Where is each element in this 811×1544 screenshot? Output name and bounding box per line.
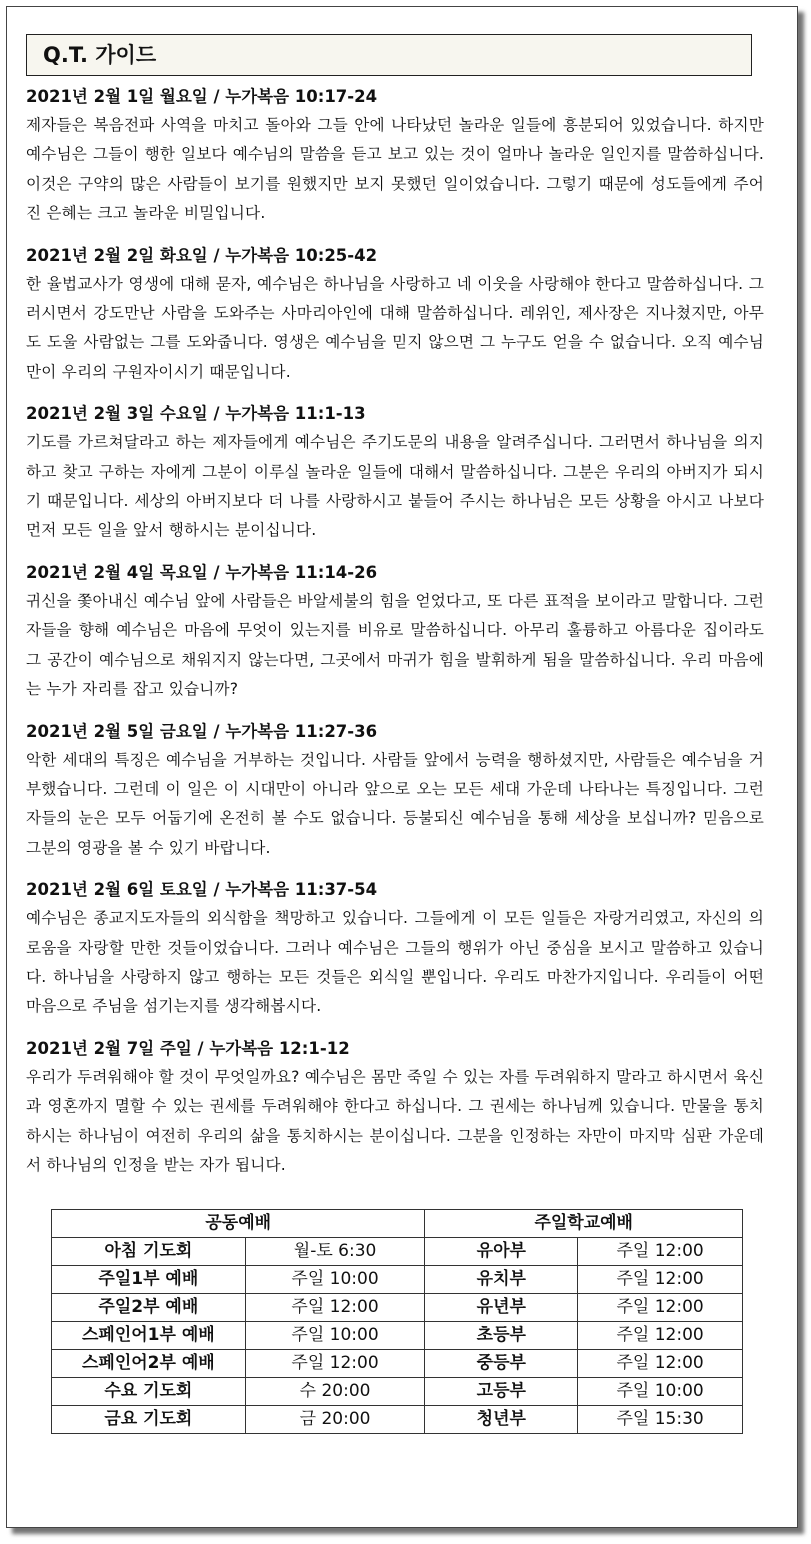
entry-body: 기도를 가르쳐달라고 하는 제자들에게 예수님은 주기도문의 내용을 알려주십니다. 그러면서 하나님을 의지하고 찾고 구하는 자에게 그분이 이루실 놀라운 일들에 대해서 말씀하십니다. 그분은 우리의 아버지가 되시기 때문입니다. 세상의 아버지보다 더 나를 사랑하시고 붙들어 주시는 하나님은 모든 상황을 아시고 나보다 먼저 모든 일을 앞서 행하시는 분이십니다.	[26, 433, 764, 540]
schedule-row	[52, 1322, 743, 1350]
qt-entries	[26, 85, 764, 1195]
entry-body: 악한 세대의 특징은 예수님을 거부하는 것입니다. 사람들 앞에서 능력을 행하셨지만, 사람들은 예수님을 거부했습니다. 그런데 이 일은 이 시대만이 아니라 앞으로 오는 모든 세대 가운데 나타나는 특징입니다. 그런 자들의 눈은 모두 어둡기에 온전히 볼 수도 없습니다. 등불되신 예수님을 통해 세상을 보십니까? 믿음으로 그분의 영광을 볼 수 있기 바랍니다.	[26, 750, 764, 857]
qt-entry	[26, 878, 764, 1022]
service-time: 주일 10:00	[245, 1266, 425, 1294]
qt-entry	[26, 561, 764, 705]
schedule-row	[52, 1378, 743, 1406]
service-time: 주일 10:00	[245, 1322, 425, 1350]
entry-body: 예수님은 종교지도자들의 외식함을 책망하고 있습니다. 그들에게 이 모든 일들은 자랑거리였고, 자신의 의로움을 자랑할 만한 것들이었습니다. 그러나 예수님은 그들의 행위가 아닌 중심을 보시고 말씀하고 있습니다. 하나님을 사랑하지 않고 행하는 모든 것들은 외식일 뿐입니다. 우리도 마찬가지입니다. 우리들이 어떤 마음으로 주님을 섬기는지를 생각해봅시다.	[26, 909, 764, 1016]
department-name: 유치부	[425, 1266, 578, 1294]
schedule-row	[52, 1350, 743, 1378]
entry-heading: 2021년 2월 1일 월요일 / 누가복음 10:17-24	[26, 87, 378, 106]
entry-body: 제자들은 복음전파 사역을 마치고 돌아와 그들 안에 나타났던 놀라운 일들에 흥분되어 있었습니다. 하지만 예수님은 그들이 행한 일보다 예수님의 말씀을 듣고 보고 있는 것이 얼마나 놀라운 일인지를 말씀하십니다. 이것은 구약의 많은 사람들이 보기를 원했지만 보지 못했던 일이었습니다. 그렇기 때문에 성도들에게 주어진 은혜는 크고 놀라운 비밀입니다.	[26, 116, 764, 223]
service-time: 주일 12:00	[245, 1350, 425, 1378]
qt-entry	[26, 402, 764, 546]
service-name: 주일2부 예배	[52, 1294, 246, 1322]
department-time: 주일 12:00	[578, 1350, 743, 1378]
qt-entry	[26, 1037, 764, 1181]
department-time: 주일 12:00	[578, 1266, 743, 1294]
service-name: 아침 기도회	[52, 1238, 246, 1266]
entry-body: 한 율법교사가 영생에 대해 묻자, 예수님은 하나님을 사랑하고 네 이웃을 사랑해야 한다고 말씀하십니다. 그러시면서 강도만난 사람을 도와주는 사마리아인에 대해 말씀하십니다. 레위인, 제사장은 지나쳤지만, 아무도 도울 사람없는 그를 도와줍니다. 영생은 예수님을 믿지 않으면 그 누구도 얻을 수 없습니다. 오직 예수님만이 우리의 구원자이시기 때문입니다.	[26, 274, 764, 381]
service-time: 수 20:00	[245, 1378, 425, 1406]
schedule-row	[52, 1294, 743, 1322]
entry-heading: 2021년 2월 6일 토요일 / 누가복음 11:37-54	[26, 880, 378, 900]
service-name: 주일1부 예배	[52, 1266, 246, 1294]
page-title: Q.T. 가이드	[26, 34, 752, 76]
entry-heading: 2021년 2월 2일 화요일 / 누가복음 10:25-42	[26, 245, 378, 265]
entry-heading: 2021년 2월 4일 목요일 / 누가복음 11:14-26	[26, 562, 378, 582]
service-time: 월-토 6:30	[245, 1238, 425, 1266]
schedule-header-common: 공동예배	[52, 1210, 425, 1238]
department-time: 주일 12:00	[578, 1294, 743, 1322]
service-time: 금 20:00	[245, 1406, 425, 1434]
service-time: 주일 12:00	[245, 1294, 425, 1322]
department-time: 주일 15:30	[578, 1406, 743, 1434]
department-name: 유년부	[425, 1294, 578, 1322]
entry-heading: 2021년 2월 3일 수요일 / 누가복음 11:1-13	[26, 404, 366, 424]
qt-entry	[26, 244, 764, 388]
schedule-header-sunday-school: 주일학교예배	[425, 1210, 743, 1238]
service-name: 스페인어1부 예배	[52, 1322, 246, 1350]
entry-body: 우리가 두려워해야 할 것이 무엇일까요? 예수님은 몸만 죽일 수 있는 자를 두려워하지 말라고 하시면서 육신과 영혼까지 멸할 수 있는 권세를 두려워해야 한다고 하십니다. 그 권세는 하나님께 있습니다. 만물을 통치하시는 하나님이 여전히 우리의 삶을 통치하시는 분이십니다. 그분을 인정하는 자만이 마지막 심판 가운데서 하나님의 인정을 받는 자가 됩니다.	[26, 1067, 764, 1174]
department-name: 유아부	[425, 1238, 578, 1266]
service-name: 금요 기도회	[52, 1406, 246, 1434]
department-name: 청년부	[425, 1406, 578, 1434]
entry-heading: 2021년 2월 7일 주일 / 누가복음 12:1-12	[26, 1038, 350, 1058]
department-time: 주일 12:00	[578, 1322, 743, 1350]
worship-schedule-table	[51, 1209, 743, 1434]
schedule-row	[52, 1238, 743, 1266]
schedule-row	[52, 1266, 743, 1294]
department-name: 중등부	[425, 1350, 578, 1378]
entry-heading: 2021년 2월 5일 금요일 / 누가복음 11:27-36	[26, 721, 378, 741]
schedule-header-row	[52, 1210, 743, 1238]
service-name: 스페인어2부 예배	[52, 1350, 246, 1378]
department-name: 초등부	[425, 1322, 578, 1350]
entry-body: 귀신을 쫓아내신 예수님 앞에 사람들은 바알세불의 힘을 얻었다고, 또 다른 표적을 보이라고 말합니다. 그런 자들을 향해 예수님은 마음에 무엇이 있는지를 비유로 말씀하십니다. 아무리 훌륭하고 아름다운 집이라도 그 공간이 예수님으로 채워지지 않는다면, 그곳에서 마귀가 힘을 발휘하게 됨을 말씀하십니다. 우리 마음에는 누가 자리를 잡고 있습니까?	[26, 591, 764, 699]
qt-entry	[26, 720, 764, 864]
service-name: 수요 기도회	[52, 1378, 246, 1406]
department-time: 주일 12:00	[578, 1238, 743, 1266]
qt-entry	[26, 85, 764, 229]
department-name: 고등부	[425, 1378, 578, 1406]
schedule-row	[52, 1406, 743, 1434]
department-time: 주일 10:00	[578, 1378, 743, 1406]
